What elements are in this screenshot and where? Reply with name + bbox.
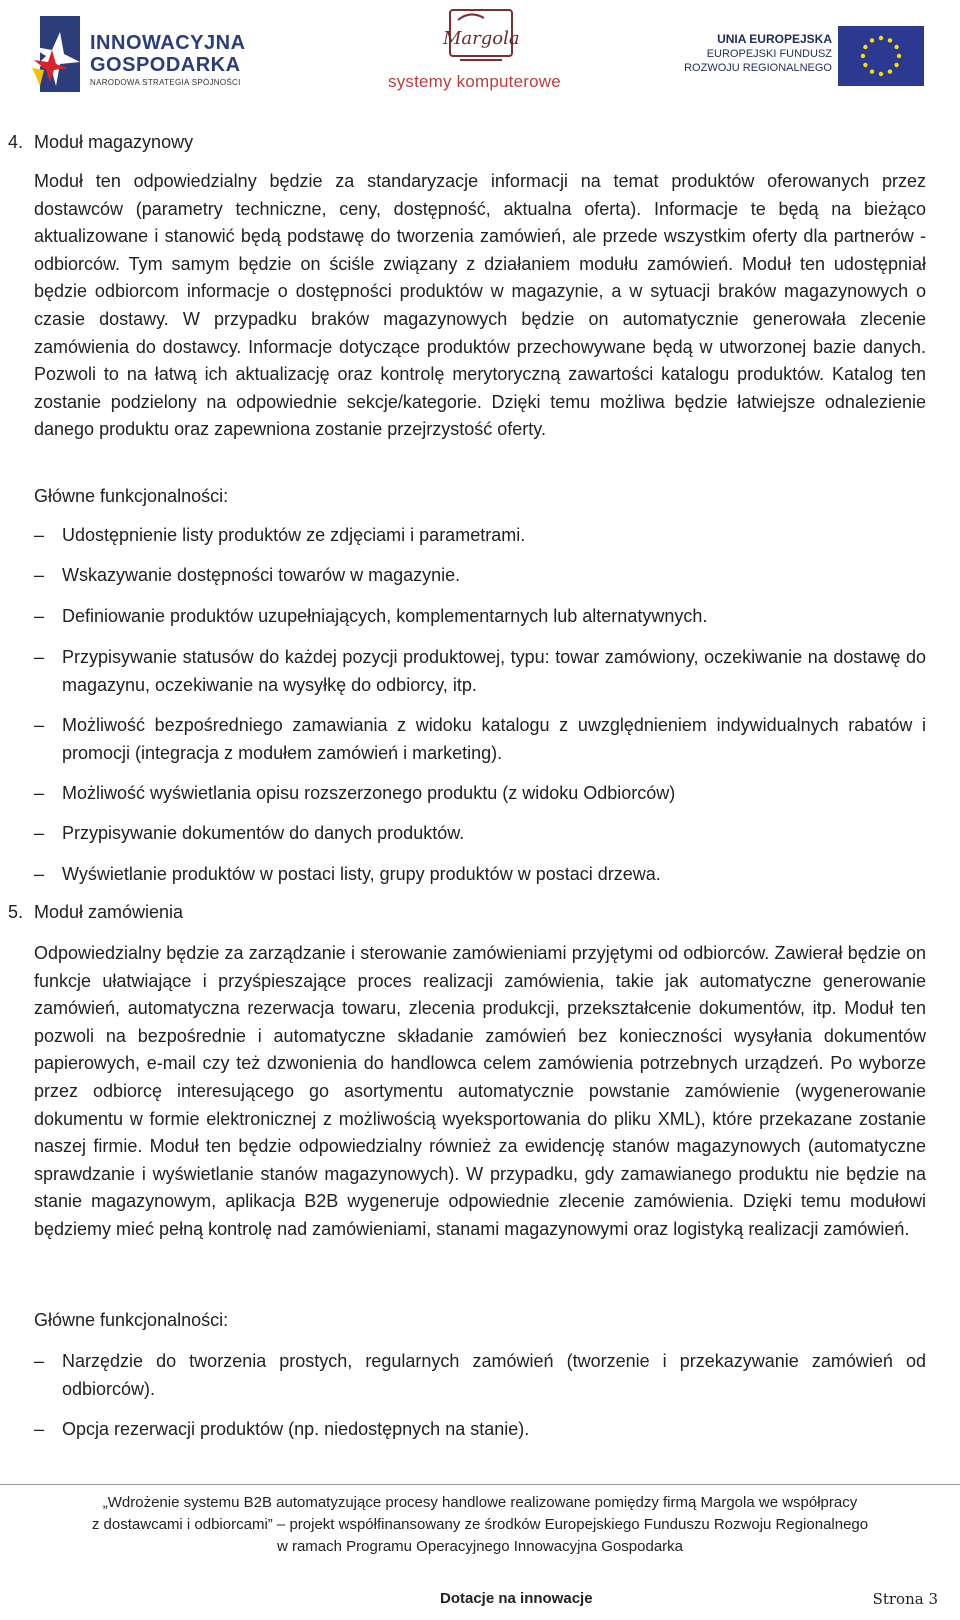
innowacyjna-gospodarka-logo [26, 12, 256, 92]
eu-flag-icon [838, 26, 924, 86]
margola-brand: Margola [443, 28, 520, 49]
bullet-dash: – [34, 647, 45, 667]
eu-text-line1: UNIA EUROPEJSKA [717, 32, 832, 46]
bullet-dash: – [34, 783, 45, 803]
bullet-dash: – [34, 565, 45, 585]
section4-title: Moduł magazynowy [34, 132, 194, 152]
list-item-text: Przypisywanie dokumentów do danych produktów. [62, 823, 465, 843]
list-item-text: Możliwość wyświetlania opisu rozszerzonego produktu (z widoku Odbiorców) [62, 783, 676, 803]
section5-functions-label: Główne funkcjonalności: [34, 1310, 229, 1330]
list-item-text: Wskazywanie dostępności towarów w magazynie. [62, 565, 461, 585]
section4-number: 4. [8, 132, 24, 152]
bullet-dash: – [34, 1351, 45, 1371]
bullet-dash: – [34, 606, 45, 626]
footer-bottom-label: Dotacje na innowacje [440, 1590, 593, 1607]
eu-logo [686, 22, 942, 92]
margola-logo [385, 6, 575, 96]
section5-number: 5. [8, 902, 24, 922]
bullet-dash: – [34, 525, 45, 545]
footer-line1: „Wdrożenie systemu B2B automatyzujące procesy handlowe realizowane pomiędzy firmą Margola we współpracy [102, 1494, 858, 1511]
section4-functions-label: Główne funkcjonalności: [34, 486, 229, 506]
eu-text-line3: ROZWOJU REGIONALNEGO [684, 62, 832, 74]
logo-text-line2: GOSPODARKA [90, 54, 241, 76]
bullet-dash: – [34, 1419, 45, 1439]
logo-text-line3: NARODOWA STRATEGIA SPÓJNOŚCI [90, 78, 241, 87]
footer-divider [0, 1484, 960, 1485]
eu-text-line2: EUROPEJSKI FUNDUSZ [706, 48, 832, 60]
list-item-text: Możliwość bezpośredniego zamawiania z widoku katalogu z uwzględnieniem indywidualnych rabatów i promocji (integracja z modułem zamówień i marketing). [62, 715, 926, 763]
list-item-text: Przypisywanie statusów do każdej pozycji produktowej, typu: towar zamówiony, oczekiwanie na dostawę do magazynu, oczekiwanie na wysyłkę do odbiorcy, itp. [62, 647, 926, 695]
list-item-text: Opcja rezerwacji produktów (np. niedostępnych na stanie). [62, 1419, 530, 1439]
bullet-dash: – [34, 715, 45, 735]
logo-text-line1: INNOWACYJNA [90, 32, 246, 54]
bullet-dash: – [34, 864, 45, 884]
margola-subtitle: systemy komputerowe [388, 72, 561, 91]
section5-title: Moduł zamówienia [34, 902, 184, 922]
section5-paragraph: Odpowiedzialny będzie za zarządzanie i sterowanie zamówieniami przyjętymi od odbiorców. Zawierał będzie on funkcje ułatwiające i przyśpieszające proces realizacji zamówienia, takie jak automatyczne generowanie zamówień, automatyczna rezerwacja towaru, zlecenia produkcji, przekształcenie dokumentów, itp. Moduł ten pozwoli na bezpośrednie i automatyczne składanie zamówień bez konieczności wysyłania dokumentów papierowych, e-mail czy też dzwonienia do handlowca celem zamówienia potrzebnych urządzeń. Po wyborze przez odbiorcę interesującego go asortymentu automatycznie powstanie zamówienie (wygenerowanie dokumentu w formie elektronicznej z możliwością wyeksportowania do pliku XML), które przekazane zostanie naszej firmie. Moduł ten będzie odpowiedzialny również za ewidencję stanów magazynowych (automatyczne sprawdzanie i wyświetlanie stanów magazynowych). W przypadku, gdy zamawianego produktu nie będzie na stanie magazynowym, aplikacja B2B wygeneruje odpowiednie zlecenie zamówienia. Dzięki temu modułowi będziemy mieć pełną kontrolę nad zamówieniami, stanami magazynowymi oraz logistyką realizacji zamówień. [34, 943, 926, 1239]
page-header [0, 0, 960, 100]
footer-line3: w ramach Programu Operacyjnego Innowacyjna Gospodarka [276, 1538, 684, 1555]
list-item-text: Wyświetlanie produktów w postaci listy, grupy produktów w postaci drzewa. [62, 864, 661, 884]
page-number: Strona 3 [872, 1590, 938, 1608]
list-item-text: Narzędzie do tworzenia prostych, regularnych zamówień (tworzenie i przekazywanie zamówień od odbiorców). [62, 1351, 926, 1399]
innowacyjna-gospodarka-mark-icon [30, 16, 80, 92]
footer-line2: z dostawcami i odbiorcami” – projekt współfinansowany ze środków Europejskiego Funduszu Rozwoju Regionalnego [91, 1516, 869, 1533]
list-item-text: Definiowanie produktów uzupełniających, komplementarnych lub alternatywnych. [62, 606, 708, 626]
section4-paragraph: Moduł ten odpowiedzialny będzie za standaryzacje informacji na temat produktów oferowanych przez dostawców (parametry techniczne, ceny, dostępność, aktualna oferta). Informacje te będą na bieżąco aktualizowane i stanowić będą podstawę do tworzenia zamówień, ale przede wszystkim oferty dla partnerów - odbiorców. Tym samym będzie on ściśle związany z działaniem modułu zamówień. Moduł ten udostępniał będzie odbiorcom informacje o dostępności produktów w magazynie, a w sytuacji braków magazynowych o czasie dostawy. W przypadku braków magazynowych będzie on automatycznie generowała zlecenie zamówienia do dostawcy. Informacje dotyczące produktów przechowywane będą w utworzonej bazie danych. Pozwoli to na łatwą ich aktualizację oraz kontrolę merytoryczną zawartości katalogu produktów. Katalog ten zostanie podzielony na odpowiednie sekcje/kategorie. Dzięki temu możliwa będzie łatwiejsze odnalezienie danego produktu oraz zapewniona zostanie przejrzystość oferty. [34, 171, 926, 440]
list-item-text: Udostępnienie listy produktów ze zdjęciami i parametrami. [62, 525, 526, 545]
footer-project-note [0, 1492, 960, 1558]
bullet-dash: – [34, 823, 45, 843]
